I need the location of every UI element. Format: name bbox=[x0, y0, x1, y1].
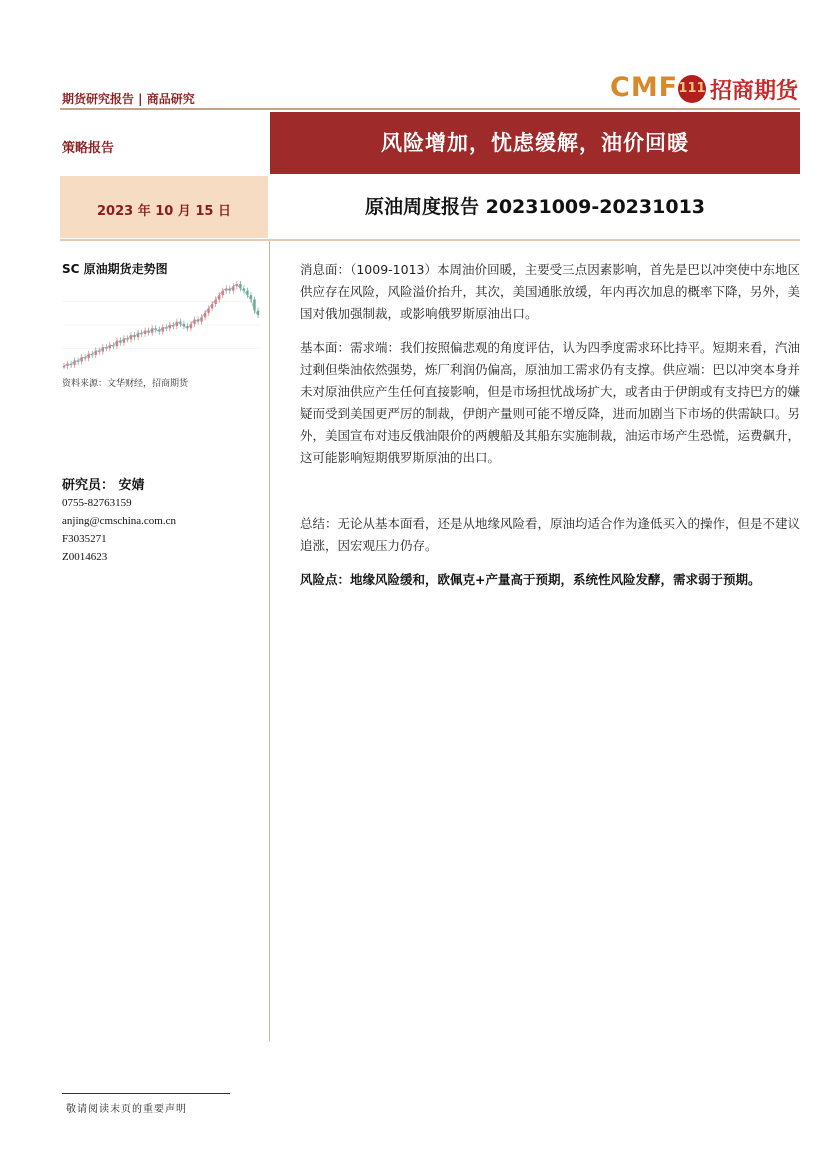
summary-paragraph: 总结：无论从基本面看，还是从地缘风险看，原油均适合作为逢低买入的操作，但是不建议追涨，因宏观压力仍存。 bbox=[300, 516, 801, 553]
headline: 风险增加，忧虑缓解，油价回暖 bbox=[381, 131, 689, 155]
news-paragraph: 消息面：（1009-1013）本周油价回暖，主要受三点因素影响，首先是巴以冲突使中东地区供应存在风险，风险溢价抬升，其次，美国通胀放缓，年内再次加息的概率下降，另外，美国对俄加强制裁，或影响俄罗斯原油出口。 bbox=[300, 262, 801, 321]
chart-candle-body bbox=[63, 366, 65, 368]
analyst-license-f: F3035271 bbox=[62, 533, 107, 545]
report-title: 原油周度报告 20231009-20231013 bbox=[364, 196, 706, 218]
analyst-name: 研究员： 安婧 bbox=[62, 478, 145, 493]
report-date: 2023 年 10 月 15 日 bbox=[97, 204, 231, 219]
chart-source: 资料来源：文华财经，招商期货 bbox=[62, 379, 189, 389]
logo-cn-text: 招商期货 bbox=[710, 79, 799, 104]
report-category: 期货研究报告 | 商品研究 bbox=[62, 92, 195, 106]
footer-divider bbox=[62, 1093, 230, 1094]
title-divider bbox=[60, 239, 800, 241]
header-divider bbox=[60, 108, 800, 110]
risk-paragraph: 风险点：地缘风险缓和，欧佩克+产量高于预期，系统性风险发酵，需求弱于预期。 bbox=[300, 572, 761, 587]
company-logo bbox=[610, 72, 800, 106]
fundamentals-paragraph: 基本面：需求端：我们按照偏悲观的角度评估，认为四季度需求环比持平。短期来看，汽油过剩但柴油依然强势，炼厂利润仍偏高，原油加工需求仍有支撑。供应端：巴以冲突本身并未对原油供应产生任何直接影响，但是市场担忧战场扩大，或者由于伊朗或有支持巴方的嫌疑而受到美国更严厉的制裁，伊朗产量则可能不增反降，进而加剧当下市场的供需缺口。另外，美国宣布对违反俄油限价的两艘船及其船东实施制裁，油运市场产生恐慌，运费飙升，这可能影响短期俄罗斯原油的出口。 bbox=[300, 340, 801, 465]
sc-price-chart bbox=[62, 278, 260, 372]
analyst-phone: 0755-82763159 bbox=[62, 497, 132, 509]
chart-title: SC 原油期货走势图 bbox=[62, 262, 168, 276]
report-type-label: 策略报告 bbox=[62, 141, 115, 156]
logo-mark-icon: 111 bbox=[678, 75, 706, 103]
logo-cmf-text: CMF bbox=[610, 72, 679, 103]
footer-disclaimer: 敬请阅读末页的重要声明 bbox=[66, 1104, 187, 1115]
analyst-email: anjing@cmschina.com.cn bbox=[62, 515, 176, 527]
analyst-license-z: Z0014623 bbox=[62, 551, 108, 563]
column-divider bbox=[269, 241, 270, 1041]
